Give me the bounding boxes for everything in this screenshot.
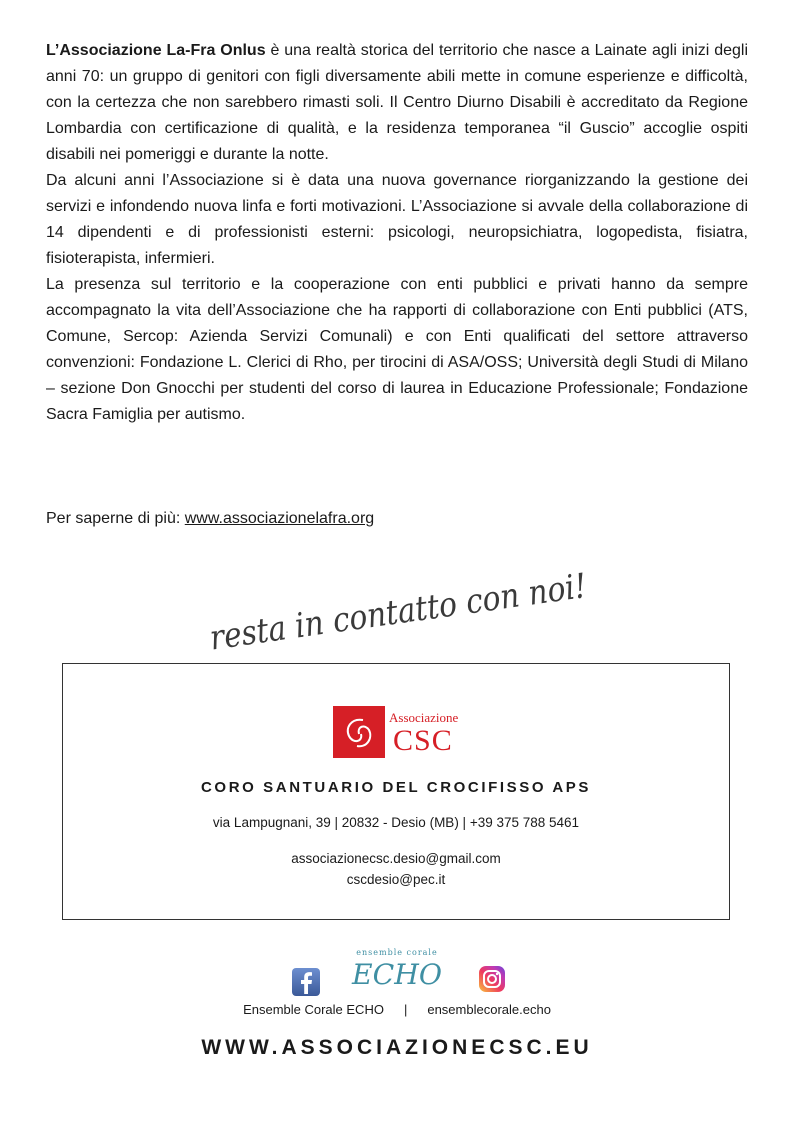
instagram-icon[interactable] bbox=[479, 966, 505, 992]
facebook-icon[interactable] bbox=[292, 968, 320, 996]
echo-logo bbox=[348, 946, 446, 992]
echo-big-text: ECHO bbox=[350, 958, 443, 991]
paragraph-governance: Da alcuni anni l’Associazione si è data una nuova governance riorganizzando la gestione dei servizi e infondendo nuova linfa e forti motivazioni. L’Associazione si avvale della collaborazione di 14 dipendenti e di professionisti esterni: psicologi, neuropsichiatra, logopedista, fisiatra, fisioterapista, infermieri. bbox=[46, 172, 748, 267]
more-info-label: Per saperne di più: bbox=[46, 510, 185, 527]
slogan-text: resta in contatto con noi! bbox=[207, 558, 644, 659]
article-body bbox=[46, 38, 748, 428]
lafra-website-link[interactable]: www.associazionelafra.org bbox=[184, 510, 375, 527]
csc-logo-word: Associazione bbox=[389, 710, 459, 725]
slogan-svg bbox=[196, 556, 644, 659]
association-name: L’Associazione La-Fra Onlus bbox=[46, 42, 266, 59]
choir-address: via Lampugnani, 39 | 20832 - Desio (MB) | +39 375 788 5461 bbox=[212, 815, 580, 830]
echo-small-text: ensemble corale bbox=[356, 948, 438, 957]
slogan-handwritten bbox=[196, 556, 644, 659]
more-info-line bbox=[46, 506, 374, 532]
csc-logo bbox=[333, 706, 467, 758]
email-pec[interactable]: cscdesio@pec.it bbox=[346, 872, 446, 887]
contact-card bbox=[62, 663, 730, 920]
social-labels bbox=[0, 1002, 794, 1017]
choir-emails bbox=[63, 848, 729, 890]
facebook-label[interactable]: Ensemble Corale ECHO bbox=[243, 1002, 384, 1017]
email-gmail[interactable]: associazionecsc.desio@gmail.com bbox=[291, 851, 501, 866]
social-row bbox=[0, 946, 794, 996]
choir-name: CORO SANTUARIO DEL CROCIFISSO APS bbox=[201, 779, 591, 796]
csc-logo-letters: CSC bbox=[393, 724, 453, 757]
social-separator: | bbox=[403, 1002, 408, 1017]
csc-swirl-icon bbox=[333, 706, 385, 758]
csc-logo-square bbox=[333, 706, 385, 758]
csc-website[interactable]: WWW.ASSOCIAZIONECSC.EU bbox=[201, 1036, 593, 1059]
paragraph-intro-text: è una realtà storica del territorio che nasce a Lainate agli inizi degli anni 70: un gruppo di genitori con figli diversamente abili mette in comune esperienze e difficoltà, con la certezza che non sarebbero rimasti soli. Il Centro Diurno Disabili è accreditato da Regione Lombardia con certificazione di qualità, e la residenza temporanea “il Guscio” accoglie ospiti disabili nei pomeriggi e durante la notte. bbox=[46, 42, 748, 163]
instagram-label[interactable]: ensemblecorale.echo bbox=[427, 1002, 551, 1017]
paragraph-intro bbox=[46, 38, 748, 168]
paragraph-cooperation: La presenza sul territorio e la cooperazione con enti pubblici e privati hanno da sempre accompagnato la vita dell’Associazione che ha rapporti di collaborazione con Enti pubblici (ATS, Comune, Sercop: Azienda Servizi Comunali) e con Enti qualificati del settore attraverso convenzioni: Fondazione L. Clerici di Rho, per tirocini di ASA/OSS; Università degli Studi di Milano – sezione Don Gnocchi per studenti del corso di laurea in Educazione Professionale; Fondazione Sacra Famiglia per autismo. bbox=[46, 276, 748, 423]
